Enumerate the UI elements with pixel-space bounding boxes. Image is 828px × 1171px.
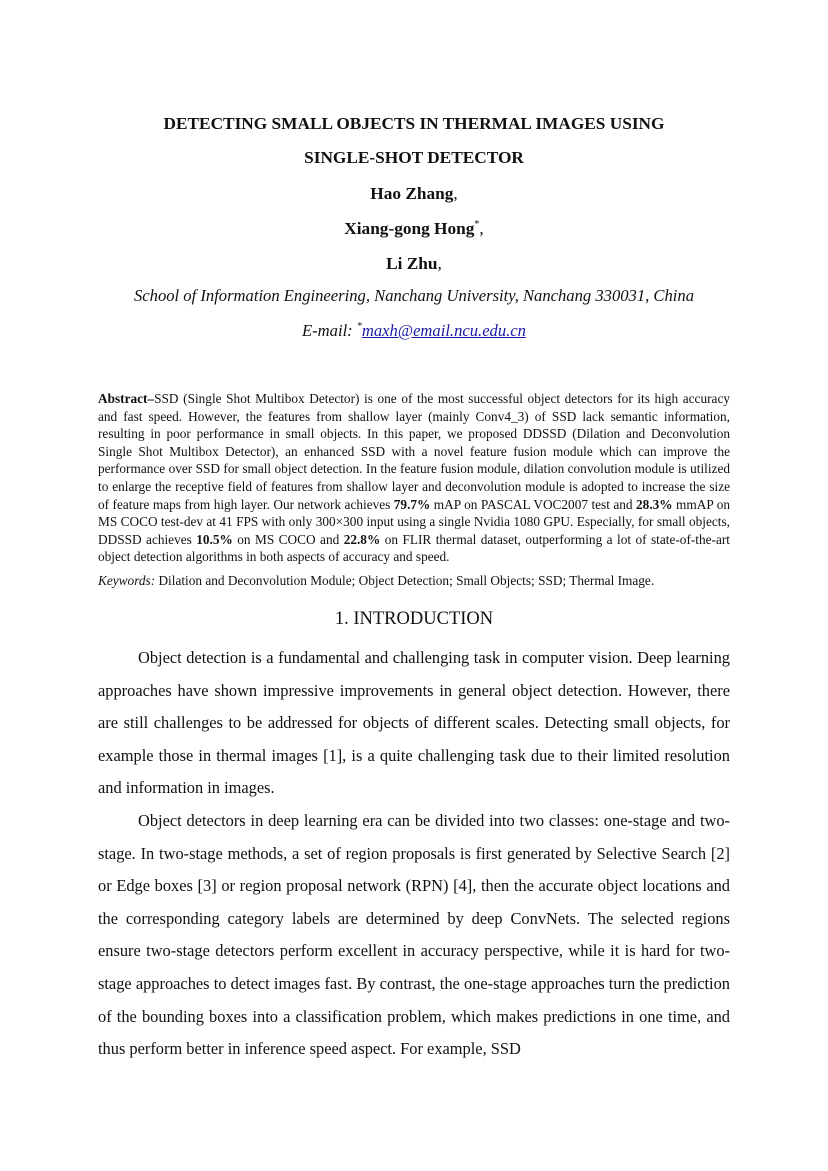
author-name: Hao Zhang: [370, 184, 454, 203]
section-heading: 1. INTRODUCTION: [334, 609, 494, 629]
abstract-text: on FLIR thermal dataset, outperforming a lot of state-of-the-art object detection algorithms in both aspects of accuracy and speed.: [98, 531, 730, 565]
author-separator: ,: [479, 219, 484, 238]
email-mark: *: [356, 321, 362, 332]
abstract-text: mAP on PASCAL VOC2007 test and: [430, 496, 637, 512]
author-name: Li Zhu: [386, 254, 438, 273]
abstract-highlight: 28.3%: [636, 496, 673, 512]
abstract-text: on MS COCO and: [232, 531, 344, 547]
body-text: [98, 642, 730, 1066]
keywords: [98, 572, 730, 590]
paragraph: Object detectors in deep learning era can be divided into two classes: one-stage and two-stage. In two-stage methods, a set of region proposals is first generated by Selective Search [2] or Edge boxes [3] or region proposal network (RPN) [4], then the accurate object locations and the corresponding category labels are determined by deep ConvNets. The selected regions ensure two-stage detectors perform excellent in accuracy perspective, while it is hard for two-stage approaches to detect images fast. By contrast, the one-stage approaches turn the prediction of the bounding boxes into a classification problem, which makes predictions in one time, and thus perform better in inference speed aspect. For example, SSD: [98, 810, 730, 1059]
author-2: [98, 218, 730, 240]
corresponding-author-mark: *: [474, 219, 480, 230]
abstract-text: mmAP on MS COCO test-dev at 41 FPS with only 300×300 input using a single Nvidia 1080 GPU. Especially, for small objects, DDSSD achieves: [98, 496, 730, 547]
affiliation: School of Information Engineering, Nanchang University, Nanchang 330031, China: [134, 286, 694, 305]
title-line-2: SINGLE-SHOT DETECTOR: [304, 148, 524, 167]
abstract: [98, 390, 730, 566]
keywords-text: Dilation and Deconvolution Module; Object Detection; Small Objects; SSD; Thermal Image.: [155, 573, 655, 588]
email-label: E-mail:: [302, 321, 357, 340]
paper-title: [98, 107, 730, 175]
abstract-text: SSD (Single Shot Multibox Detector) is one of the most successful object detectors for its high accuracy and fast speed. However, the features from shallow layer (mainly Conv4_3) of SSD lack semantic information, resulting in poor performance in small objects. In this paper, we proposed DDSSD (Dilation and Deconvolution Single Shot Multibox Detector), an enhanced SSD with a novel feature fusion module which can improve the performance over SSD for small object detection. In the feature fusion module, dilation convolution module is utilized to enlarge the receptive field of features from shallow layer and deconvolution module is adopted to increase the size of feature maps from high layer. Our network achieves: [98, 391, 730, 512]
abstract-label: Abstract–: [98, 391, 155, 406]
abstract-highlight: 10.5%: [196, 531, 233, 547]
paragraph: Object detection is a fundamental and challenging task in computer vision. Deep learning approaches have shown impressive improvements in general object detection. However, there are still challenges to be addressed for objects of different scales. Detecting small objects, for example those in thermal images [1], is a quite challenging task due to their limited resolution and information in images.: [98, 648, 730, 798]
author-name: Xiang-gong Hong: [344, 219, 475, 238]
author-3: [98, 253, 730, 275]
keywords-label: Keywords:: [98, 573, 156, 588]
email-link[interactable]: maxh@email.ncu.edu.cn: [361, 321, 526, 340]
author-1: [98, 183, 730, 205]
author-separator: ,: [437, 254, 442, 273]
abstract-highlight: 22.8%: [343, 531, 381, 547]
title-line-1: DETECTING SMALL OBJECTS IN THERMAL IMAGES USING: [163, 114, 665, 133]
author-separator: ,: [453, 184, 458, 203]
email-line: [98, 320, 730, 342]
abstract-highlight: 79.7%: [393, 496, 431, 512]
